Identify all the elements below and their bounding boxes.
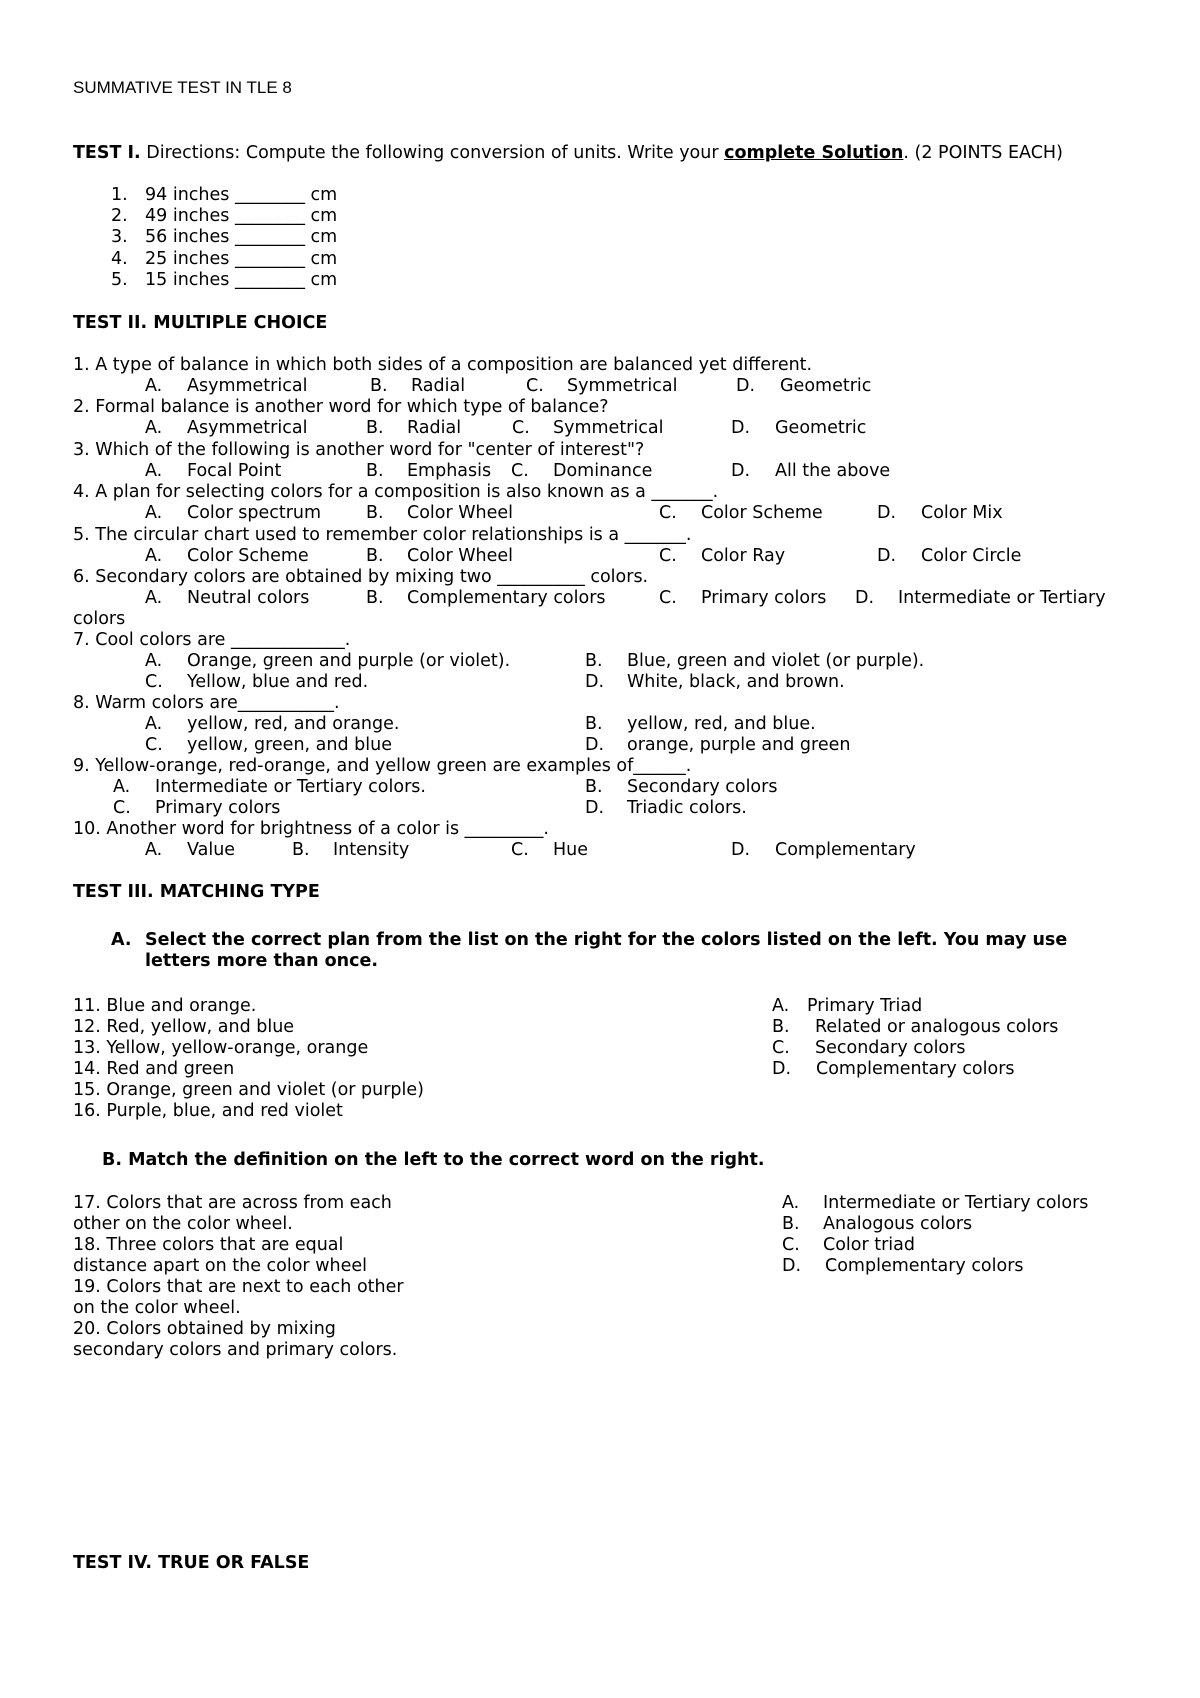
option-letter: A. [145, 714, 163, 734]
option-letter: B. [292, 840, 310, 860]
option-letter: C. [659, 503, 677, 523]
matching-item: 14. Red and green [73, 1059, 235, 1079]
test1-dir-post: . (2 POINTS EACH) [903, 143, 1063, 163]
test1-directions [73, 143, 1063, 164]
option-letter: D. [736, 376, 756, 396]
option-letter: A. [113, 777, 131, 797]
test4-heading: TEST IV. TRUE OR FALSE [73, 1553, 310, 1573]
option-letter: B. [366, 503, 384, 523]
definition-line: secondary colors and primary colors. [73, 1340, 398, 1360]
option-letter: A. [145, 503, 163, 523]
choice-text: Secondary colors [815, 1038, 966, 1058]
option-letter: D. [731, 461, 751, 481]
option-text: Color spectrum [187, 503, 322, 523]
option-text: Primary colors [701, 588, 827, 608]
option-text: Triadic colors. [627, 798, 747, 818]
option-letter: C. [659, 588, 677, 608]
choice-letter: B. [772, 1017, 790, 1037]
matching-item: 11. Blue and orange. [73, 996, 257, 1016]
option-text: Color Ray [701, 546, 786, 566]
test1-item-num: 1. [111, 185, 128, 205]
test1-dir-pre: Directions: Compute the following conversion of units. Write your [140, 143, 725, 163]
definition-line: distance apart on the color wheel [73, 1256, 367, 1276]
option-text: Asymmetrical [187, 376, 308, 396]
question-stem: 4. A plan for selecting colors for a composition is also known as a _______. [73, 482, 719, 502]
test1-dir-emph: complete Solution [724, 143, 904, 163]
definition-line: 17. Colors that are across from each [73, 1193, 392, 1213]
option-text: White, black, and brown. [627, 672, 845, 692]
test2-heading: TEST II. MULTIPLE CHOICE [73, 313, 328, 333]
option-text: Color Mix [921, 503, 1003, 523]
option-text: Yellow, blue and red. [187, 672, 369, 692]
test1-item-num: 4. [111, 249, 128, 269]
option-text: All the above [775, 461, 891, 481]
test3-heading: TEST III. MATCHING TYPE [73, 882, 320, 902]
word-letter: A. [782, 1193, 800, 1213]
option-letter: B. [366, 418, 384, 438]
option-text: Focal Point [187, 461, 282, 481]
option-letter: A. [145, 461, 163, 481]
option-letter: B. [366, 546, 384, 566]
definition-line: on the color wheel. [73, 1298, 241, 1318]
test1-item-num: 2. [111, 206, 128, 226]
test1-item-num: 5. [111, 270, 128, 290]
question-stem: 6. Secondary colors are obtained by mixing two __________ colors. [73, 567, 649, 587]
option-letter: C. [145, 735, 163, 755]
matching-item: 13. Yellow, yellow-orange, orange [73, 1038, 369, 1058]
question-stem: 2. Formal balance is another word for which type of balance? [73, 397, 609, 417]
option-text: yellow, green, and blue [187, 735, 392, 755]
option-letter: C. [511, 840, 529, 860]
choice-text: Primary Triad [807, 996, 923, 1016]
option-text: Complementary [775, 840, 916, 860]
definition-line: 18. Three colors that are equal [73, 1235, 344, 1255]
choice-letter: C. [772, 1038, 790, 1058]
choice-text: Related or analogous colors [815, 1017, 1059, 1037]
option-text: Color Wheel [407, 546, 514, 566]
word-text: Color triad [823, 1235, 916, 1255]
question-stem: 1. A type of balance in which both sides of a composition are balanced yet different. [73, 355, 813, 375]
option-letter: D. [877, 503, 897, 523]
option-letter: A. [145, 418, 163, 438]
test3-part-a-instruction-cont: letters more than once. [145, 951, 379, 971]
option-letter: D. [731, 840, 751, 860]
option-text: Color Wheel [407, 503, 514, 523]
option-text: yellow, red, and orange. [187, 714, 400, 734]
test1-heading: TEST I. [73, 143, 141, 163]
document-title: SUMMATIVE TEST IN TLE 8 [73, 78, 292, 97]
test1-item-text: 94 inches ________ cm [145, 185, 338, 205]
option-letter: B. [585, 714, 603, 734]
option-text: Intermediate or Tertiary colors. [155, 777, 426, 797]
option-text: Geometric [775, 418, 867, 438]
option-letter: D. [855, 588, 875, 608]
word-text: Analogous colors [823, 1214, 973, 1234]
option-letter: C. [512, 418, 530, 438]
option-text: orange, purple and green [627, 735, 851, 755]
option-text: Radial [407, 418, 462, 438]
definition-line: 20. Colors obtained by mixing [73, 1319, 336, 1339]
word-text: Intermediate or Tertiary colors [823, 1193, 1089, 1213]
option-text: Geometric [780, 376, 872, 396]
option-text: Emphasis [407, 461, 492, 481]
option-letter: D. [731, 418, 751, 438]
option-text: Intermediate or Tertiary [898, 588, 1106, 608]
question-stem: 8. Warm colors are___________. [73, 693, 340, 713]
matching-item: 15. Orange, green and violet (or purple) [73, 1080, 424, 1100]
definition-line: 19. Colors that are next to each other [73, 1277, 404, 1297]
option-text: Asymmetrical [187, 418, 308, 438]
option-text: Hue [553, 840, 589, 860]
test1-item-text: 49 inches ________ cm [145, 206, 338, 226]
option-letter: B. [366, 588, 384, 608]
option-text: Dominance [553, 461, 653, 481]
matching-item: 16. Purple, blue, and red violet [73, 1101, 343, 1121]
test1-item-text: 15 inches ________ cm [145, 270, 338, 290]
definition-line: other on the color wheel. [73, 1214, 293, 1234]
option-text: Value [187, 840, 236, 860]
test1-item-text: 56 inches ________ cm [145, 227, 338, 247]
test3-part-a-label: A. [111, 930, 132, 950]
option-text: Color Scheme [187, 546, 309, 566]
question-stem: 9. Yellow-orange, red-orange, and yellow green are examples of______. [73, 756, 692, 776]
choice-letter: D. [772, 1059, 792, 1079]
question-stem: 7. Cool colors are _____________. [73, 630, 351, 650]
option-letter: B. [366, 461, 384, 481]
option-letter: C. [145, 672, 163, 692]
option-text: Secondary colors [627, 777, 778, 797]
option-text: Complementary colors [407, 588, 606, 608]
option-text: Intensity [333, 840, 410, 860]
option-letter: D. [585, 798, 605, 818]
option-letter: B. [370, 376, 388, 396]
option-letter: A. [145, 651, 163, 671]
option-letter: C. [511, 461, 529, 481]
option-letter: D. [585, 735, 605, 755]
option-letter: A. [145, 546, 163, 566]
test3-part-a-instruction: Select the correct plan from the list on the right for the colors listed on the left. You may use [145, 930, 1068, 950]
option-text: yellow, red, and blue. [627, 714, 816, 734]
option-letter: C. [659, 546, 677, 566]
option-text: Symmetrical [553, 418, 664, 438]
choice-letter: A. [772, 996, 790, 1016]
test1-item-text: 25 inches ________ cm [145, 249, 338, 269]
option-text: Neutral colors [187, 588, 310, 608]
test3-part-b-instruction: B. Match the definition on the left to the correct word on the right. [102, 1150, 765, 1170]
option-text: Primary colors [155, 798, 281, 818]
test1-item-num: 3. [111, 227, 128, 247]
question-stem: 3. Which of the following is another word for "center of interest"? [73, 440, 645, 460]
option-letter: D. [585, 672, 605, 692]
option-text: Color Scheme [701, 503, 823, 523]
question-stem: 5. The circular chart used to remember color relationships is a _______. [73, 525, 692, 545]
option-text: Blue, green and violet (or purple). [627, 651, 925, 671]
option-letter: D. [877, 546, 897, 566]
question-stem: 10. Another word for brightness of a color is _________. [73, 819, 549, 839]
matching-item: 12. Red, yellow, and blue [73, 1017, 295, 1037]
option-letter: A. [145, 588, 163, 608]
option-letter: A. [145, 840, 163, 860]
word-letter: D. [782, 1256, 802, 1276]
option-wrap-text: colors [73, 609, 126, 629]
option-letter: C. [113, 798, 131, 818]
option-text: Symmetrical [567, 376, 678, 396]
word-letter: C. [782, 1235, 800, 1255]
option-text: Color Circle [921, 546, 1022, 566]
option-letter: B. [585, 777, 603, 797]
option-letter: C. [526, 376, 544, 396]
option-text: Orange, green and purple (or violet). [187, 651, 511, 671]
choice-text: Complementary colors [816, 1059, 1015, 1079]
word-letter: B. [782, 1214, 800, 1234]
word-text: Complementary colors [825, 1256, 1024, 1276]
option-letter: A. [145, 376, 163, 396]
option-text: Radial [411, 376, 466, 396]
option-letter: B. [585, 651, 603, 671]
